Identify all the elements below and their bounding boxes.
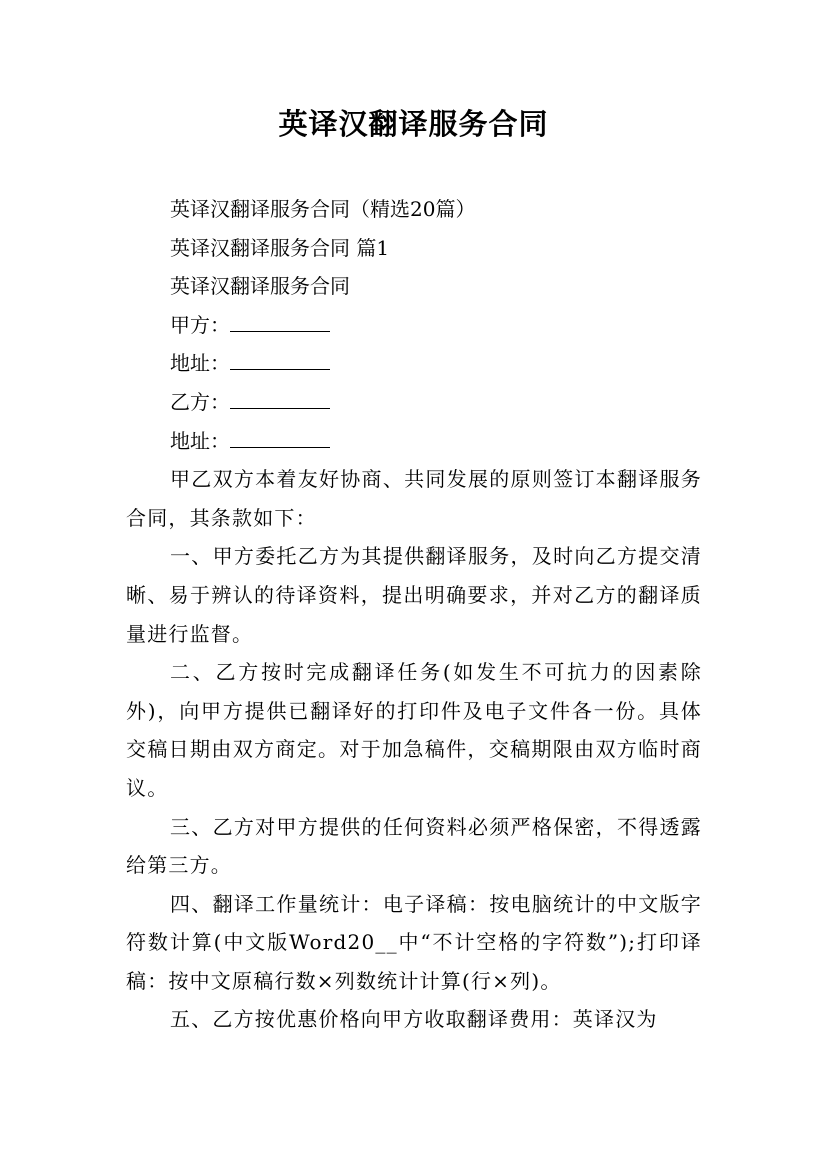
document-title: 英译汉翻译服务合同 [278, 107, 549, 141]
clause-4: 四、翻译工作量统计：电子译稿：按电脑统计的中文版字符数计算(中文版Word20__中“不计空格的字符数”);打印译稿：按中文原稿行数×列数统计计算(行×列)。 [126, 891, 702, 993]
subtitle-line: 英译汉翻译服务合同（精选20篇） [170, 197, 476, 221]
party-b-blank [230, 390, 330, 409]
clause-1: 一、甲方委托乙方为其提供翻译服务，及时向乙方提交清晰、易于辨认的待译资料，提出明确要求，并对乙方的翻译质量进行监督。 [126, 544, 702, 646]
address-a-label: 地址： [170, 351, 230, 376]
contract-name: 英译汉翻译服务合同 [170, 274, 350, 299]
clause-2: 二、乙方按时完成翻译任务(如发生不可抗力的因素除外)，向甲方提供已翻译好的打印件及电子文件各一份。具体交稿日期由双方商定。对于加急稿件，交稿期限由双方临时商议。 [126, 660, 702, 800]
party-b-label: 乙方： [170, 389, 230, 414]
clause-3: 三、乙方对甲方提供的任何资料必须严格保密，不得透露给第三方。 [126, 814, 702, 878]
party-b-line [126, 383, 702, 422]
address-b-line [126, 422, 702, 461]
party-a-line [126, 306, 702, 345]
clause-5: 五、乙方按优惠价格向甲方收取翻译费用：英译汉为 [170, 1007, 658, 1032]
address-a-line [126, 344, 702, 383]
address-b-blank [230, 429, 330, 448]
intro-paragraph: 甲乙双方本着友好协商、共同发展的原则签订本翻译服务合同，其条款如下： [126, 467, 702, 530]
document-body [126, 190, 702, 1039]
party-a-label: 甲方： [170, 312, 230, 337]
address-b-label: 地址： [170, 428, 230, 453]
section-heading: 英译汉翻译服务合同 篇1 [170, 235, 390, 260]
address-a-blank [230, 351, 330, 370]
party-a-blank [230, 313, 330, 332]
